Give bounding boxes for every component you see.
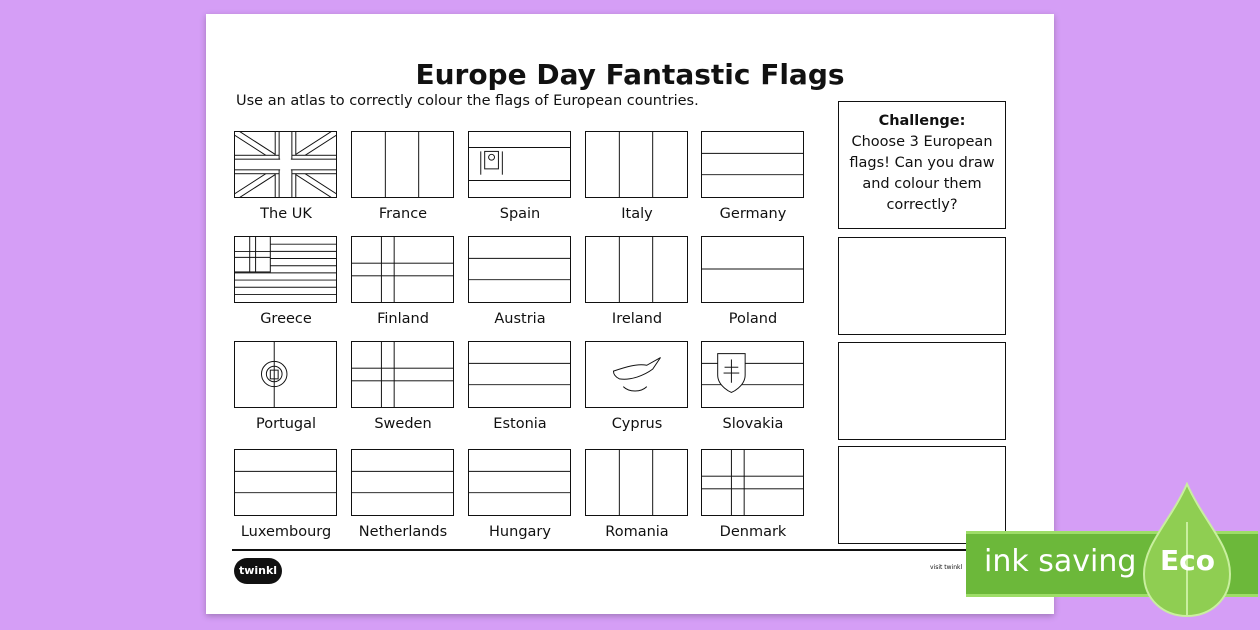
worksheet-page xyxy=(206,14,1054,614)
flag-outline xyxy=(234,341,337,408)
visit-text: visit twinkl xyxy=(930,564,963,571)
flag-outline xyxy=(351,449,454,516)
flag-label: Hungary xyxy=(489,524,551,540)
flag-outline xyxy=(701,236,804,303)
flag-label: Netherlands xyxy=(358,524,448,540)
challenge-text: Choose 3 European flags! Can you draw and colour them correctly? xyxy=(849,134,995,213)
flag-label: Slovakia xyxy=(722,416,784,432)
flag-outline xyxy=(701,131,804,198)
flag-outline xyxy=(701,449,804,516)
flag-outline xyxy=(585,131,688,198)
drawing-box-1 xyxy=(838,237,1006,335)
flag-label: The UK xyxy=(260,206,312,222)
flag-outline xyxy=(351,131,454,198)
flag-label: Portugal xyxy=(255,416,317,432)
flag-label: Germany xyxy=(719,206,787,222)
flag-outline xyxy=(351,236,454,303)
flag-outline xyxy=(701,341,804,408)
challenge-box xyxy=(838,101,1006,229)
drawing-box-3 xyxy=(838,446,1006,544)
flag-outline xyxy=(468,341,571,408)
footer-divider xyxy=(232,549,1006,551)
flag-label: Sweden xyxy=(374,416,432,432)
flag-label: Finland xyxy=(377,311,429,327)
flag-outline xyxy=(585,449,688,516)
twinkl-logo: twinkl xyxy=(234,558,282,584)
flag-outline xyxy=(585,236,688,303)
flag-label: Italy xyxy=(621,206,653,222)
flag-outline xyxy=(351,341,454,408)
instruction-text: Use an atlas to correctly colour the flags of European countries. xyxy=(236,93,699,109)
flag-outline xyxy=(468,236,571,303)
flag-label: Estonia xyxy=(493,416,547,432)
challenge-heading: Challenge: xyxy=(878,113,966,129)
ink-saving-label: ink saving xyxy=(984,544,1137,579)
flag-label: Ireland xyxy=(611,311,663,327)
flag-label: Denmark xyxy=(719,524,787,540)
flag-outline xyxy=(234,236,337,303)
flag-outline xyxy=(468,131,571,198)
flag-label: Cyprus xyxy=(611,416,663,432)
drawing-box-2 xyxy=(838,342,1006,440)
flag-label: Romania xyxy=(605,524,669,540)
flag-label: Poland xyxy=(728,311,778,327)
flag-outline xyxy=(468,449,571,516)
flag-outline xyxy=(234,131,337,198)
eco-label: Eco xyxy=(1160,544,1215,577)
page-title: Europe Day Fantastic Flags xyxy=(415,58,845,91)
flag-outline xyxy=(585,341,688,408)
flag-outline xyxy=(234,449,337,516)
flag-label: Spain xyxy=(499,206,541,222)
flag-label: Greece xyxy=(260,311,312,327)
flag-label: France xyxy=(378,206,428,222)
flag-label: Luxembourg xyxy=(240,524,332,540)
flag-label: Austria xyxy=(494,311,546,327)
